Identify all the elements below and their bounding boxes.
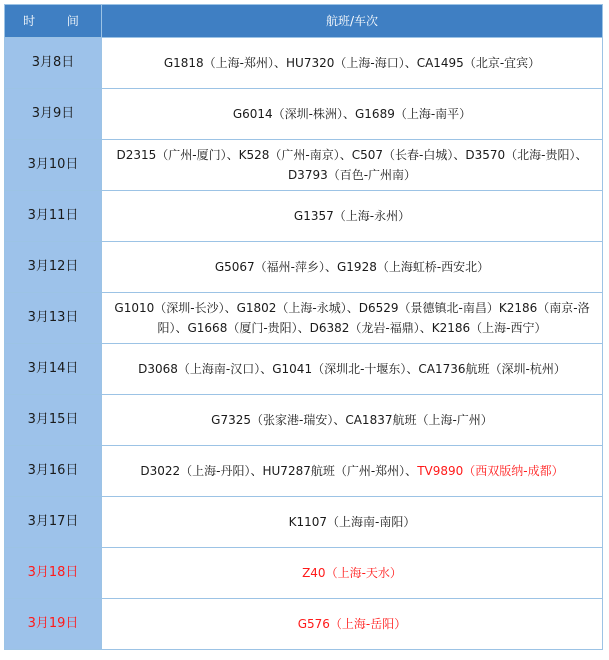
trips-cell <box>102 446 603 497</box>
trips-cell: G1357（上海-永州） <box>102 191 603 242</box>
date-cell: 3月12日 <box>5 242 102 293</box>
trips-cell: G1818（上海-郑州）、HU7320（上海-海口）、CA1495（北京-宜宾） <box>102 38 603 89</box>
table-row <box>5 242 603 293</box>
schedule-table-container <box>4 4 603 655</box>
date-cell: 3月16日 <box>5 446 102 497</box>
table-row <box>5 89 603 140</box>
date-cell: 3月8日 <box>5 38 102 89</box>
trips-cell: D2315（广州-厦门）、K528（广州-南京）、C507（长春-白城）、D3570（北海-贵阳）、D3793（百色-广州南） <box>102 140 603 191</box>
table-row <box>5 548 603 599</box>
date-cell: 3月10日 <box>5 140 102 191</box>
trips-cell: G5067（福州-萍乡）、G1928（上海虹桥-西安北） <box>102 242 603 293</box>
trips-cell: G1010（深圳-长沙）、G1802（上海-永城）、D6529（景德镇北-南昌）K2186（南京-洛阳）、G1668（厦门-贵阳）、D6382（龙岩-福鼎）、K2186（上海-西宁） <box>102 293 603 344</box>
trips-cell: G7325（张家港-瑞安）、CA1837航班（上海-广州） <box>102 395 603 446</box>
table-row <box>5 293 603 344</box>
table-row <box>5 38 603 89</box>
date-cell: 3月17日 <box>5 497 102 548</box>
info-column-header: 航班/车次 <box>102 5 603 38</box>
table-row <box>5 599 603 650</box>
time-column-header: 时 间 <box>5 5 102 38</box>
table-row <box>5 497 603 548</box>
date-cell: 3月11日 <box>5 191 102 242</box>
table-header-row <box>5 5 603 38</box>
date-cell: 3月13日 <box>5 293 102 344</box>
table-row <box>5 344 603 395</box>
table-row <box>5 140 603 191</box>
trips-text-highlight: TV9890（西双版纳-成都） <box>417 464 564 478</box>
trips-text: D3022（上海-丹阳）、HU7287航班（广州-郑州）、 <box>140 464 418 478</box>
schedule-table <box>4 4 603 650</box>
trips-cell: K1107（上海南-南阳） <box>102 497 603 548</box>
date-cell: 3月15日 <box>5 395 102 446</box>
trips-cell-highlight: G576（上海-岳阳） <box>102 599 603 650</box>
table-row <box>5 446 603 497</box>
date-cell-highlight: 3月19日 <box>5 599 102 650</box>
table-row <box>5 395 603 446</box>
trips-cell: D3068（上海南-汉口）、G1041（深圳北-十堰东）、CA1736航班（深圳-杭州） <box>102 344 603 395</box>
trips-cell: G6014（深圳-株洲）、G1689（上海-南平） <box>102 89 603 140</box>
date-cell-highlight: 3月18日 <box>5 548 102 599</box>
date-cell: 3月14日 <box>5 344 102 395</box>
trips-cell-highlight: Z40（上海-天水） <box>102 548 603 599</box>
table-row <box>5 191 603 242</box>
date-cell: 3月9日 <box>5 89 102 140</box>
